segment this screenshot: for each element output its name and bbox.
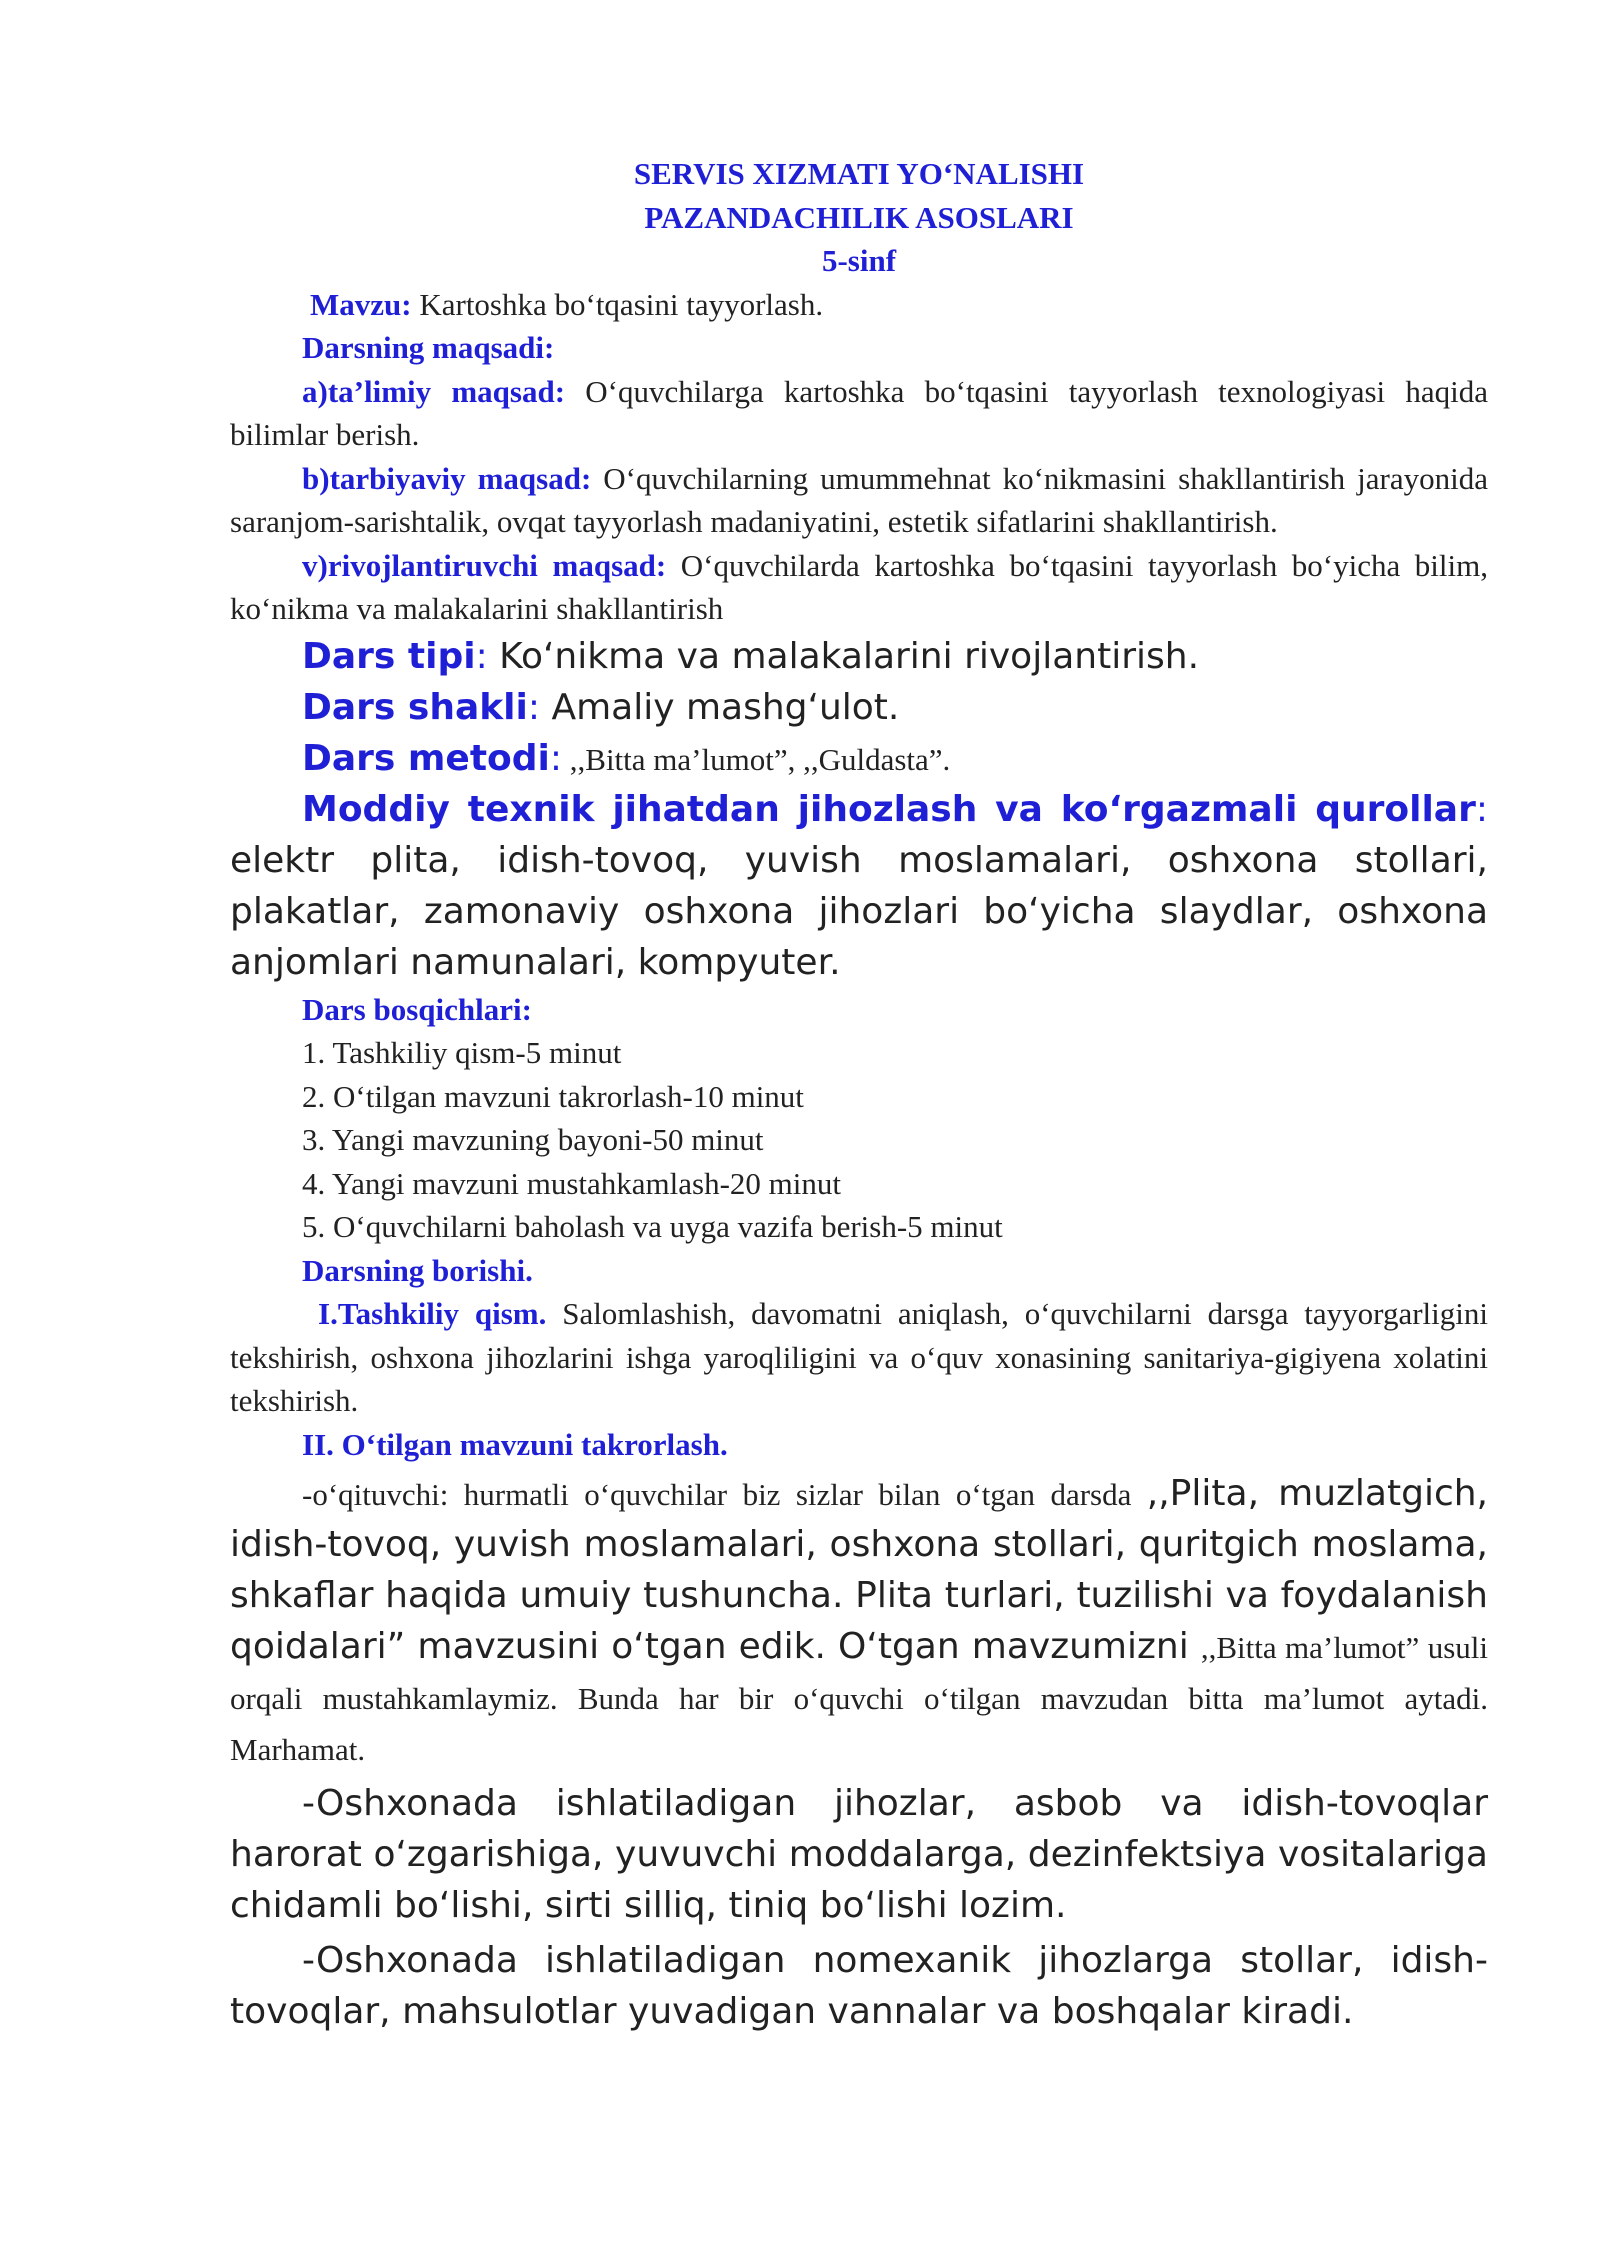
bosqichlar-heading: Dars bosqichlari:	[302, 991, 532, 1027]
dars-shakli-line	[230, 682, 1488, 733]
tarbiyaviy-text: O‘quvchilarning umummehnat ko‘nikmasini shakllantirish jarayonida saranjom-sarishtalik, ovqat tayyorlash madaniyatini, estetik sifatlarini shakllantirish.	[230, 460, 1488, 539]
rivojlantiruvchi-text: O‘quvchilarda kartoshka bo‘tqasini tayyorlash bo‘yicha bilim, ko‘nikma va malakalarini shakllantirish	[230, 547, 1488, 626]
dars-shakli-label: Dars shakli	[302, 686, 528, 728]
dars-metodi-line	[230, 733, 1488, 784]
tashkiliy-label: I.Tashkiliy qism.	[318, 1296, 547, 1331]
rivojlantiruvchi-label: v)rivojlantiruvchi maqsad:	[302, 547, 667, 583]
bosqich-item: 2. O‘tilgan mavzuni takrorlash-10 minut	[302, 1078, 804, 1114]
moddiy-colon: :	[1475, 788, 1488, 830]
oqituvchi-text-3: ,,Bitta ma’lumot” usuli orqali mustahkamlaymiz. Bunda har bir o‘quvchi o‘tilgan mavzudan bitta ma’lumot aytadi. Marhamat.	[230, 1630, 1488, 1767]
dars-tipi-colon: :	[475, 635, 488, 677]
mavzu-line	[230, 283, 1488, 327]
maqsad-heading: Darsning maqsadi:	[302, 330, 555, 365]
bosqich-item: 1. Tashkiliy qism-5 minut	[302, 1035, 622, 1070]
moddiy-paragraph	[230, 784, 1488, 988]
dars-shakli-colon: :	[527, 686, 541, 728]
tashkiliy-paragraph	[230, 1292, 1488, 1423]
takrorlash-heading: II. O‘tilgan mavzuni takrorlash.	[302, 1426, 728, 1462]
borishi-heading: Darsning borishi.	[302, 1252, 533, 1288]
talimiy-text: O‘quvchilarga kartoshka bo‘tqasini tayyorlash texnologiyasi haqida bilimlar berish.	[230, 373, 1489, 452]
dars-tipi-line	[230, 631, 1488, 682]
rivojlantiruvchi-paragraph	[230, 544, 1488, 631]
title-line-3: 5-sinf	[821, 243, 897, 278]
oshxona-paragraph-2: -Oshxonada ishlatiladigan nomexanik jihozlarga stollar, idish-tovoqlar, mahsulotlar yuvadigan vannalar va boshqalar kiradi.	[230, 1940, 1488, 2032]
talimiy-paragraph	[230, 370, 1488, 457]
dars-metodi-label: Dars metodi	[302, 737, 550, 779]
document-page	[230, 152, 1488, 2037]
bosqich-item: 5. O‘quvchilarni baholash va uyga vazifa berish-5 minut	[302, 1209, 1003, 1244]
moddiy-text: elektr plita, idish-tovoq, yuvish moslamalari, oshxona stollari, plakatlar, zamonaviy oshxona jihozlari bo‘yicha slaydlar, oshxona anjomlari namunalari, kompyuter.	[230, 839, 1488, 983]
title-line-2: PAZANDACHILIK ASOSLARI	[644, 199, 1074, 235]
talimiy-label: a)ta’limiy maqsad:	[302, 373, 566, 409]
mavzu-label: Mavzu:	[310, 286, 412, 322]
oshxona-paragraph-1: -Oshxonada ishlatiladigan jihozlar, asbob va idish-tovoqlar harorat o‘zgarishiga, yuvuvchi moddalarga, dezinfektsiya vositalariga chidamli bo‘lishi, sirti silliq, tiniq bo‘lishi lozim.	[230, 1783, 1488, 1926]
tarbiyaviy-paragraph	[230, 457, 1488, 544]
dars-metodi-text: ,,Bitta ma’lumot”, ,,Guldasta”.	[562, 741, 951, 777]
oqituvchi-text-1: -o‘qituvchi: hurmatli o‘quvchilar biz sizlar bilan o‘tgan darsda	[302, 1477, 1147, 1512]
mavzu-text: Kartoshka bo‘tqasini tayyorlash.	[411, 286, 824, 322]
title-line-1: SERVIS XIZMATI YO‘NALISHI	[633, 156, 1085, 191]
moddiy-label: Moddiy texnik jihatdan jihozlash va ko‘rgazmali qurollar	[302, 788, 1476, 830]
bosqich-item: 3. Yangi mavzuning bayoni-50 minut	[302, 1122, 764, 1157]
oqituvchi-text-2: ,,Plita, muzlatgich, idish-tovoq, yuvish moslamalari, oshxona stollari, quritgich moslama, shkaflar haqida umuiy tushuncha. Plita turlari, tuzilishi va foydalanish qoidalari” mavzusini o‘tgan edik. O‘tgan mavzumizni	[230, 1473, 1489, 1667]
dars-metodi-colon: :	[549, 737, 563, 779]
dars-tipi-label: Dars tipi	[302, 635, 476, 677]
tarbiyaviy-label: b)tarbiyaviy maqsad:	[302, 460, 592, 496]
bosqich-item: 4. Yangi mavzuni mustahkamlash-20 minut	[302, 1165, 842, 1201]
dars-shakli-text: Amaliy mashg‘ulot.	[540, 686, 900, 728]
oqituvchi-paragraph	[230, 1468, 1488, 1774]
dars-tipi-text: Ko‘nikma va malakalarini rivojlantirish.	[487, 635, 1200, 677]
tashkiliy-text: Salomlashish, davomatni aniqlash, o‘quvchilarni darsga tayyorgarligini tekshirish, oshxona jihozlarini ishga yaroqliligini va o‘quv xonasining sanitariya-gigiyena xolatini tekshirish.	[230, 1296, 1488, 1418]
